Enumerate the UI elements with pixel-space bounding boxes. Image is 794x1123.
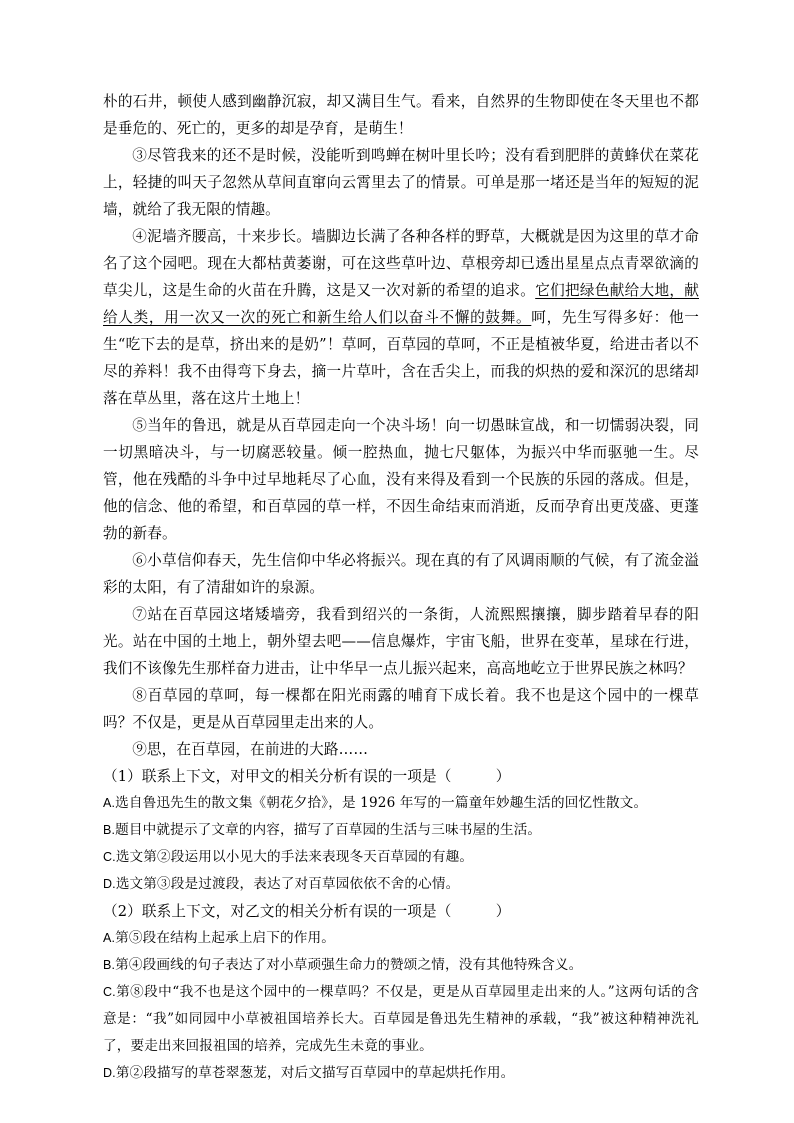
passage-paragraph-9: ⑨思，在百草园，在前进的大路……: [132, 741, 369, 758]
question-1-option-b[interactable]: [103, 817, 699, 844]
question-2-option-b[interactable]: [103, 952, 699, 979]
option-label: B.: [103, 823, 116, 837]
passage-paragraph-continued: 朴的石井，顿使人感到幽静沉寂，却又满目生气。看来，自然界的生物即使在冬天里也不都是垂危的、死亡的，更多的却是孕育，是萌生！: [103, 93, 699, 137]
passage-paragraph-7: ⑦站在百草园这堵矮墙旁，我看到绍兴的一条街，人流熙熙攘攘，脚步踏着早春的阳光。站在中国的土地上，朝外望去吧——信息爆炸，宇宙飞船，世界在变革，星球在行进，我们不该像先生那样奋力进击，让中华早一点儿振兴起来，高高地屹立于世界民族之林吗？: [103, 606, 699, 677]
option-text: 第⑧段中“我不也是这个园中的一棵草吗？不仅是，更是从百草园里走出来的人。”这两句话的含意是：“我”如同园中小草被祖国培养长大。百草园是鲁迅先生精神的承载，“我”被这种精神洗礼了，要走出来回报祖国的培养，完成先生未竟的事业。: [103, 984, 699, 1054]
option-text: 题目中就提示了文章的内容，描写了百草园的生活与三味书屋的生活。: [115, 822, 542, 838]
option-label: D.: [103, 877, 116, 891]
option-text: 选自鲁迅先生的散文集《朝花夕拾》，是 1926 年写的一篇童年妙趣生活的回忆性散文。: [115, 795, 648, 811]
passage-paragraph-6: ⑥小草信仰春天，先生信仰中华必将振兴。现在真的有了风调雨顺的气候，有了流金溢彩的太阳，有了清甜如许的泉源。: [103, 552, 699, 596]
question-1-stem: （1）联系上下文，对甲文的相关分析有误的一项是（ ）: [103, 768, 511, 785]
question-2-option-a[interactable]: [103, 925, 699, 952]
question-2-option-d[interactable]: [103, 1060, 699, 1087]
question-1-option-c[interactable]: [103, 844, 699, 871]
passage-paragraph-5: ⑤当年的鲁迅，就是从百草园走向一个决斗场！向一切愚昧宣战，和一切懦弱决裂，同一切黑暗决斗，与一切腐恶较量。倾一腔热血，抛七尺躯体，为振兴中华而驱驰一生。尽管，他在残酷的斗争中过早地耗尽了心血，没有来得及看到一个民族的乐园的落成。但是，他的信念、他的希望，和百草园的草一样，不因生命结束而消逝，反而孕育出更茂盛、更蓬勃的新春。: [103, 417, 699, 542]
document-page: [103, 88, 699, 1087]
option-label: A.: [103, 931, 116, 945]
option-label: D.: [103, 1066, 116, 1080]
option-text: 第④段画线的句子表达了对小草顽强生命力的赞颂之情，没有其他特殊含义。: [115, 957, 583, 973]
option-text: 第②段描写的草苍翠葱茏，对后文描写百草园中的草起烘托作用。: [115, 1065, 515, 1081]
question-2-stem: （2）联系上下文，对乙文的相关分析有误的一项是（ ）: [103, 903, 511, 920]
paragraph-4-text-b: 呵，先生写得多好：他一生“吃下去的是草，挤出来的是奶”！草呵，百草园的草呵，不正是植被华夏，给进击者以不尽的养料！我不由得弯下身去，摘一片草叶，含在舌尖上，而我的炽热的爱和深沉的思绪却落在草丛里，落在这片土地上！: [103, 309, 700, 407]
option-text: 选文第②段运用以小见大的手法来表现冬天百草园的有趣。: [115, 849, 474, 865]
question-1-option-a[interactable]: [103, 790, 699, 817]
paragraph-4-text-a: ④泥墙齐腰高，十来步长。墙脚边长满了各种各样的野草，大概就是因为这里的草才命名了这个园吧。现在大都枯黄萎谢，可在这些草叶边、草根旁却已透出星星点点青翠欲滴的草尖儿，这是生命的火苗在升腾，这是又一次对新的希望的追求。: [103, 228, 699, 299]
passage-paragraph-4: [103, 223, 699, 412]
option-label: A.: [103, 796, 116, 810]
underlined-sentence: 它们把绿色献给大地，献给人类，用一次又一次的死亡和新生给人们以奋斗不懈的鼓舞。: [103, 282, 699, 326]
question-2-option-c[interactable]: [103, 979, 699, 1060]
passage-paragraph-3: ③尽管我来的还不是时候，没能听到鸣蝉在树叶里长吟；没有看到肥胖的黄蜂伏在菜花上，轻捷的叫天子忽然从草间直窜向云霄里去了的情景。可单是那一堵还是当年的短短的泥墙，就给了我无限的情趣。: [103, 147, 699, 218]
question-1-option-d[interactable]: [103, 871, 699, 898]
option-label: B.: [103, 958, 116, 972]
option-text: 选文第③段是过渡段，表达了对百草园依依不舍的心情。: [115, 876, 460, 892]
passage-paragraph-8: ⑧百草园的草呵，每一棵都在阳光雨露的哺育下成长着。我不也是这个园中的一棵草吗？不仅是，更是从百草园里走出来的人。: [103, 687, 699, 731]
option-label: C.: [103, 850, 116, 864]
option-text: 第⑤段在结构上起承上启下的作用。: [115, 930, 336, 946]
option-label: C.: [103, 985, 116, 999]
